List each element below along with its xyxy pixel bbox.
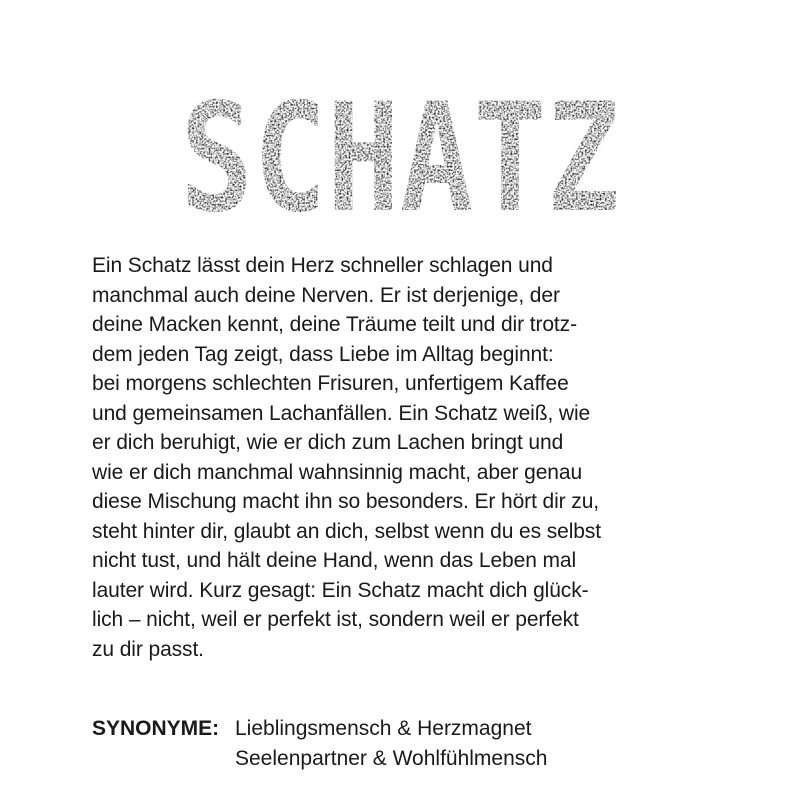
paragraph-line: lich – nicht, weil er perfekt ist, sondern weil er perfekt (92, 608, 579, 631)
definition-paragraph (92, 251, 722, 664)
paragraph-line: zu dir passt. (92, 637, 204, 661)
paragraph-line: und gemeinsamen Lachanfällen. Ein Schatz weiß, wie (92, 401, 591, 425)
title-stamp-graphic (0, 48, 800, 228)
paragraph-line: er dich beruhigt, wie er dich zum Lachen bringt und (92, 431, 564, 454)
paragraph-line: wie er dich manchmal wahnsinnig macht, aber genau (92, 460, 583, 484)
paragraph-line: manchmal auch deine Nerven. Er ist derjenige, der (92, 283, 560, 307)
paragraph-line: bei morgens schlechten Frisuren, unfertigem Kaffee (92, 372, 569, 395)
paragraph-line: Ein Schatz lässt dein Herz schneller schlagen und (92, 254, 553, 277)
page-title: SCHATZ (180, 72, 620, 228)
synonyms-label: SYNONYME: (92, 717, 220, 740)
paragraph-line: lauter wird. Kurz gesagt: Ein Schatz macht dich glück- (92, 578, 589, 602)
paragraph-line: diese Mischung macht ihn so besonders. Er hört dir zu, (92, 490, 600, 513)
synonyms-line: Lieblingsmensch & Herzmagnet (235, 717, 532, 740)
paragraph-line: steht hinter dir, glaubt an dich, selbst wenn du es selbst (92, 519, 602, 543)
paragraph-line: deine Macken kennt, deine Träume teilt und dir trotz- (92, 313, 577, 336)
synonyms-row (92, 714, 712, 744)
synonyms-row (92, 744, 712, 774)
paragraph-line: nicht tust, und hält deine Hand, wenn das Leben mal (92, 549, 577, 572)
paragraph-line: dem jeden Tag zeigt, dass Liebe im Alltag beginnt: (92, 342, 554, 366)
synonyms-section (92, 714, 712, 774)
synonyms-line: Seelenpartner & Wohlfühlmensch (235, 747, 548, 770)
synonyms-indent (92, 744, 235, 774)
title-wordmark (0, 48, 800, 228)
